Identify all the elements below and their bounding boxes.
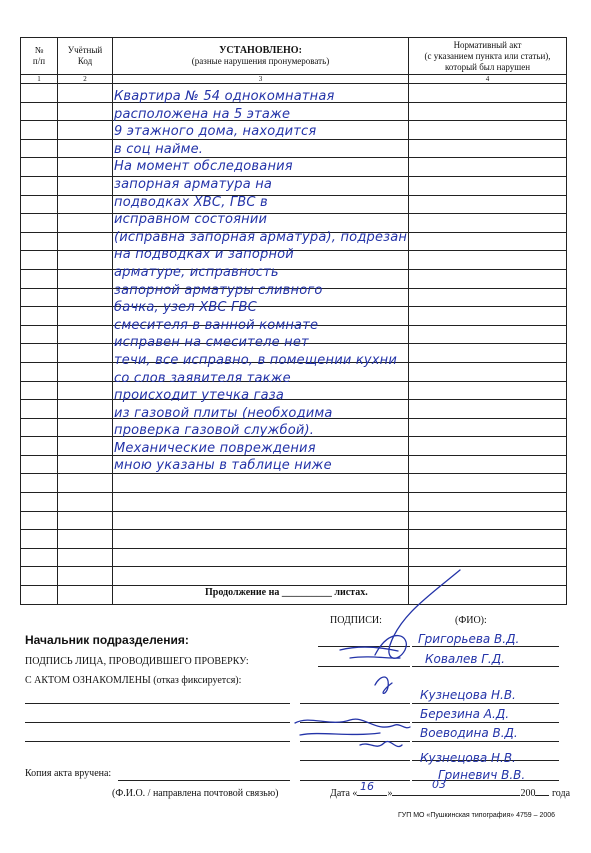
table-cell [409,84,567,103]
table-cell [58,530,113,549]
table-cell [58,251,113,270]
handwritten-line: из газовой плиты (необходима [114,405,333,421]
handwritten-line: запорной арматуры сливного [114,282,323,298]
table-cell [21,474,58,493]
table-cell [58,418,113,437]
table-cell [21,158,58,177]
date-month-handwritten: 03 [432,778,446,791]
table-cell [409,362,567,381]
copy-label: Копия акта вручена: [25,768,112,779]
table-cell [21,567,58,586]
table-cell [21,288,58,307]
table-cell [409,307,567,326]
handwritten-line: 9 этажного дома, находится [114,124,317,140]
table-cell [409,418,567,437]
table-cell [21,381,58,400]
table-cell [58,493,113,512]
table-cell [21,307,58,326]
table-cell [21,84,58,103]
inspector-label: ПОДПИСЬ ЛИЦА, ПРОВОДИВШЕГО ПРОВЕРКУ: [25,656,249,667]
table-cell [409,121,567,140]
col-number-1: 1 [21,75,58,84]
table-cell [21,418,58,437]
handwritten-line: (исправна запорная арматура), подрезан [114,229,408,245]
table-cell [58,567,113,586]
table-cell [21,511,58,530]
table-cell [409,437,567,456]
col-number-2: 2 [58,75,113,84]
table-cell [58,158,113,177]
findings-subtitle: (разные нарушения пронумеровать) [191,56,330,66]
acquainted-label: С АКТОМ ОЗНАКОМЛЕНЫ (отказ фиксируется): [25,675,242,686]
table-cell [58,400,113,419]
col-findings-header [113,38,409,75]
handwritten-line: подводках ХВС, ГВС в [114,194,268,210]
table-cell [58,232,113,251]
table-cell [21,121,58,140]
table-cell [409,288,567,307]
table-cell [113,511,409,530]
date-day-handwritten: 16 [360,780,374,793]
table-cell [409,102,567,121]
table-cell [21,176,58,195]
table-cell [58,102,113,121]
handwritten-line: исправен на смесителе нет [114,335,309,351]
col-number-4: 4 [409,75,567,84]
table-cell [58,455,113,474]
table-row [21,511,567,530]
col-code-header: Учётный Код [58,38,113,75]
table-cell [58,121,113,140]
date-year: 200 [520,788,536,799]
fio-handwritten-2: Ковалев Г.Д. [425,652,505,666]
table-cell [409,195,567,214]
table-cell [58,586,113,605]
table-header-row [21,38,567,75]
table-cell [58,325,113,344]
findings-title: УСТАНОВЛЕНО: [219,45,302,56]
handwritten-line: в соц найме. [114,141,204,157]
table-cell [58,139,113,158]
table-cell [58,84,113,103]
table-cell [113,530,409,549]
date-suffix: года [551,788,571,799]
table-cell [21,493,58,512]
table-cell [21,586,58,605]
table-cell [58,548,113,567]
table-cell [58,381,113,400]
table-cell [21,232,58,251]
table-cell [409,455,567,474]
table-cell [58,195,113,214]
table-cell [409,214,567,233]
table-cell [409,325,567,344]
column-number-row [21,75,567,84]
handwritten-line: бачка, узел ХВС ГВС [114,300,257,316]
fio-handwritten-6: Кузнецова Н.В. [420,751,516,765]
fio-note: (Ф.И.О. / направлена почтовой связью) [112,788,279,799]
table-cell [21,530,58,549]
fio-handwritten-4: Березина А.Д. [420,707,510,721]
fio-handwritten-7: Гриневич В.В. [438,768,526,782]
col-number-header: № п/п [21,38,58,75]
table-cell [409,344,567,363]
fio-handwritten-5: Воеводина В.Д. [420,726,518,740]
handwritten-line: запорная арматура на [114,176,273,192]
table-cell [409,381,567,400]
table-cell [58,214,113,233]
handwritten-line: на подводках и запорной [114,247,294,263]
signature-acq-3 [295,719,410,728]
table-cell [113,493,409,512]
fio-label: (ФИО): [455,615,487,626]
table-cell [409,400,567,419]
table-cell [409,493,567,512]
handwritten-line: мною указаны в таблице ниже [114,458,332,474]
handwritten-line: происходит утечка газа [114,388,285,404]
table-cell [21,548,58,567]
table-cell [21,362,58,381]
handwritten-line: течи, все исправно, в помещении кухни [114,352,398,368]
acquainted-line-2 [25,722,290,723]
table-cell [21,400,58,419]
handwritten-line: проверка газовой службой). [114,423,315,439]
table-cell [21,102,58,121]
handwritten-line: исправном состоянии [114,212,268,228]
handwritten-line: со слов заявителя также [114,370,291,386]
col-number-3: 3 [113,75,409,84]
table-cell [409,139,567,158]
table-cell [21,139,58,158]
copy-line [118,780,290,781]
acquainted-line-1 [25,703,290,704]
date-mid: » [387,788,393,799]
handwritten-line: арматуре, исправность [114,264,279,280]
table-cell [58,474,113,493]
table-cell [21,269,58,288]
table-cell [21,437,58,456]
handwritten-line: На момент обследования [114,159,293,175]
acquainted-line-3 [25,741,290,742]
table-cell [58,176,113,195]
head-label: Начальник подразделения: [25,633,189,647]
handwritten-line: смесителя в ванной комнате [114,317,319,333]
table-cell [58,344,113,363]
table-cell [58,288,113,307]
handwritten-line: Квартира № 54 однокомнатная [114,89,335,104]
signature-acq-4 [360,741,402,746]
fio-handwritten-3: Кузнецова Н.В. [420,688,516,702]
table-cell [409,530,567,549]
table-cell [409,176,567,195]
signature-head [375,570,460,658]
signatures-label: ПОДПИСИ: [330,615,382,626]
table-cell [21,455,58,474]
table-cell [21,214,58,233]
table-cell [409,232,567,251]
table-cell [58,437,113,456]
table-cell [409,474,567,493]
table-cell [58,511,113,530]
table-cell [409,251,567,270]
signature-acq-1 [375,677,392,693]
table-cell [21,195,58,214]
handwritten-line: Механические повреждения [114,440,316,456]
col-regulation-header: Нормативный акт (с указанием пункта или статьи), который был нарушен [409,38,567,75]
continuation-note: Продолжение на __________ листах. [205,587,368,598]
table-cell [58,307,113,326]
table-cell [409,269,567,288]
table-cell [58,362,113,381]
table-cell [21,251,58,270]
table-cell [21,344,58,363]
table-cell [409,511,567,530]
table-row [21,493,567,512]
date-prefix: Дата « [330,788,358,799]
handwritten-findings [114,88,414,475]
printer-imprint: ГУП МО «Пушкинская типография» 4759 – 2006 [398,812,556,819]
fio-handwritten-1: Григорьева В.Д. [418,632,520,646]
handwritten-line: расположена на 5 этаже [114,106,291,122]
table-row [21,474,567,493]
table-row [21,530,567,549]
table-cell [409,158,567,177]
table-cell [21,325,58,344]
signature-scribbles [280,555,480,795]
table-cell [58,269,113,288]
table-cell [113,474,409,493]
